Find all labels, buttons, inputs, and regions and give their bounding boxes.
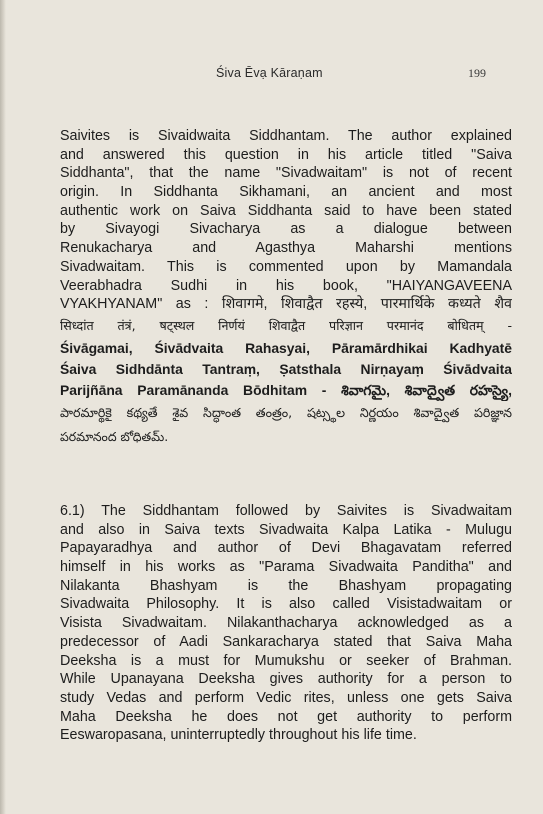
paragraph-1 xyxy=(60,127,512,449)
text-line: Maha Deeksha he does not get authority to perform xyxy=(60,708,512,725)
text-line: himself in his works as "Parama Sivadwaita Panditha" and xyxy=(60,559,512,576)
page-header xyxy=(0,66,543,86)
text-line: Saivites is Sivaidwaita Siddhantam. The author explained xyxy=(60,128,512,144)
text-line-telugu: పారమార్థికై కథ్యతే శైవ సిద్ధాంత తంత్రం, షట్స్థల నిర్ణయం శివాద్వైత పరిజ్ఞాన xyxy=(60,404,512,420)
text-line: 6.1) The Siddhantam followed by Saivites is Sivadwaitam xyxy=(60,503,512,519)
running-title: Śiva Ēvạ Kāraṇam xyxy=(216,66,323,80)
text-line: Eeswaropasana, uninterruptedly throughout his life time. xyxy=(60,727,417,744)
text-line: Siddhanta", that the name "Sivadwaitam" is not of recent xyxy=(60,165,512,182)
text-line: Sivadwaitam. This is commented upon by Mamandala xyxy=(60,258,512,275)
text-line-devanagari: VYAKHYANAM" as : शिवागमे, शिवाद्वैत रहस्ये, पारमार्थिके कध्यते शैव xyxy=(60,296,512,313)
text-line: While Upanayana Deeksha gives authority for a person to xyxy=(60,671,512,688)
text-line-transliteration: Śivāgamai, Śivādvaita Rahasyai, Pāramārdhikai Kadhyatē xyxy=(60,339,512,356)
text-line-devanagari: सिध्दांत तंत्रं, षट्स्थल निर्णयं शिवाद्वैत परिज्ञान परमानंद बोधितम् - xyxy=(60,317,512,333)
page-binding-edge xyxy=(0,0,6,814)
text-line: Papayaradhya and author of Devi Bhagavatam referred xyxy=(60,540,512,557)
text-line: by Sivayogi Sivacharya as a dialogue between xyxy=(60,221,512,238)
text-line-telugu: పరమానంద బోధితమ్. xyxy=(60,428,169,444)
text-line: and also in Saiva texts Sivadwaita Kalpa Latika - Mulugu xyxy=(60,521,512,538)
text-line: Nilakanta Bhashyam is the Bhashyam propagating xyxy=(60,577,512,594)
text-line: Sivadwaita Philosophy. It is also called Visistadwaitam or xyxy=(60,596,512,613)
text-line: Visista Sivadwaitam. Nilakanthacharya acknowledged as a xyxy=(60,615,512,632)
text-line: study Vedas and perform Vedic rites, unless one gets Saiva xyxy=(60,689,512,706)
text-line: Renukacharya and Agasthya Maharshi mentions xyxy=(60,240,512,257)
text-line: Veerabhadra Sudhi in his book, "HAIYANGAVEENA xyxy=(60,277,512,294)
text-line: predecessor of Aadi Sankaracharya stated that Saiva Maha xyxy=(60,633,512,650)
text-line-transliteration: Parijñāna Paramānanda Bōdhitam - శివాగమై, శివాద్వైత రహస్యై, xyxy=(60,381,512,398)
page-number: 199 xyxy=(468,66,486,80)
text-line-transliteration: Śaiva Sidhdānta Tantraṃ, Ṣatsthala Nirṇayaṃ Śivādvaita xyxy=(60,360,512,377)
text-line: authentic work on Saiva Siddhanta said to have been stated xyxy=(60,202,512,219)
paragraph-2 xyxy=(60,502,512,745)
text-line: Deeksha is a must for Mumukshu or seeker of Brahman. xyxy=(60,652,512,669)
text-line: and answered this question in his article titled "Saiva xyxy=(60,146,512,163)
text-line: origin. In Siddhanta Sikhamani, an ancient and most xyxy=(60,184,512,201)
